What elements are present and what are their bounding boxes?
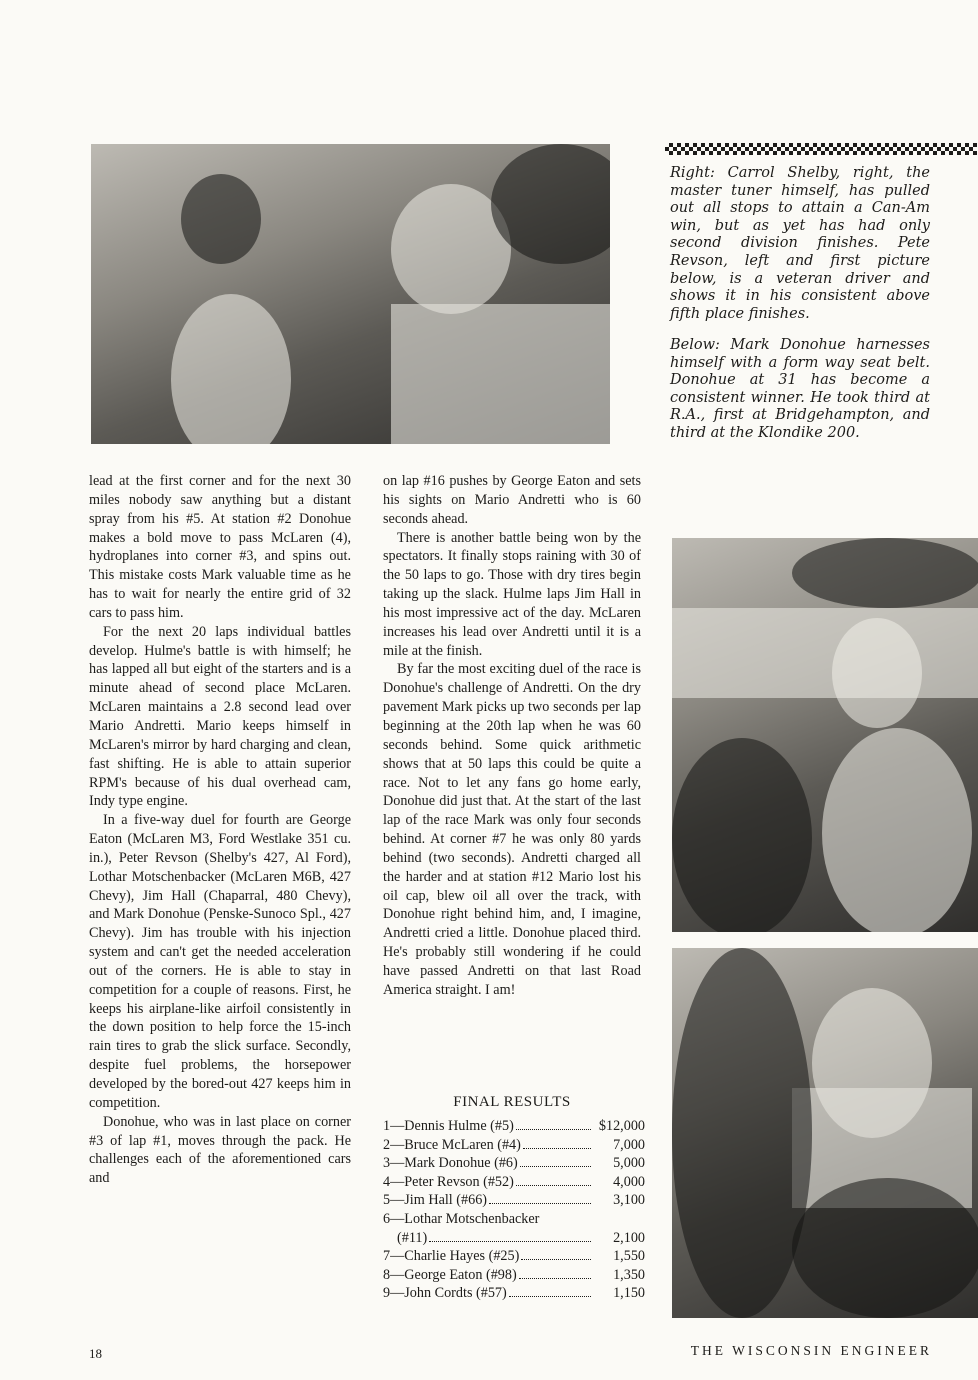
paragraph: lead at the first corner and for the next 30 miles nobody saw anything but a distant spray from his #5. At station #2 Donohue makes a bold move to pass McLaren (4), hydroplanes into corner #3, and spins out. This mistake costs Mark valuable time as he has to wait for nearly the entire grid of 32 cars to pass him. — [89, 473, 351, 621]
result-name: 7—Charlie Hayes (#25) — [383, 1248, 520, 1265]
result-amount: 5,000 — [613, 1155, 645, 1172]
results-row — [383, 1154, 645, 1173]
checkered-divider — [665, 143, 977, 155]
result-amount: 1,150 — [613, 1285, 645, 1302]
page-number: 18 — [89, 1346, 102, 1361]
results-row — [383, 1191, 645, 1210]
result-name: 9—John Cordts (#57) — [383, 1285, 507, 1302]
paragraph: on lap #16 pushes by George Eaton and sets his sights on Mario Andretti who is 60 seconds ahead. — [383, 473, 641, 527]
leader-dots — [489, 1203, 591, 1204]
result-amount: 1,550 — [613, 1248, 645, 1265]
publication-footer: THE WISCONSIN ENGINEER — [690, 1343, 932, 1358]
result-amount: 1,350 — [613, 1266, 645, 1283]
paragraph: There is another battle being won by the spectators. It finally stops raining with 30 of the 50 laps to go. Those with dry tires begin taking up the slack. Hulme laps Jim Hall in his most impressive act of the day. McLaren increases his lead over Andretti until it is a mile at the finish. — [383, 529, 641, 659]
results-table — [383, 1117, 645, 1303]
result-name: 6—Lothar Motschenbacker — [383, 1210, 540, 1227]
result-amount: 4,000 — [613, 1173, 645, 1190]
leader-dots — [516, 1185, 591, 1186]
leader-dots — [521, 1259, 591, 1260]
leader-dots — [516, 1129, 591, 1130]
photo-shelby-revson — [91, 144, 610, 444]
paragraph: In a five-way duel for fourth are George Eaton (McLaren M3, Ford Westlake 351 cu. in.), Peter Revson (Shelby's 427, Al Ford), Lothar Motschenbacker (McLaren M6B, 427 Chevy), Jim Hall (Chaparral, 480 Chevy), and Mark Donohue (Penske-Sunoco Spl., 427 Chevy). Jim has trouble with his injection system and can't get the needed acceleration out of the corners. He is able to stay in competition for a couple of reasons. First, he keeps his airplane-like airfoil consistently in the down position to help force the 15-inch rain tires to grab the slick surface. Secondly, despite fuel problems, the horsepower developed by the bored-out 427 keeps him in competition. — [89, 812, 351, 1111]
results-row — [383, 1210, 645, 1229]
result-amount: $12,000 — [598, 1118, 645, 1134]
results-title: FINAL RESULTS — [453, 1094, 571, 1110]
leader-dots — [519, 1278, 591, 1279]
result-amount: 7,000 — [613, 1136, 645, 1153]
caption-right: Right: Carrol Shelby, right, the master tuner himself, has pulled out all stops to attain a Can-Am win, but as yet has had only second division finishes. Pete Revson, left and first picture below, is a veteran driver and shows it in his consistent above fifth place finishes. — [670, 165, 930, 322]
results-row — [383, 1229, 645, 1248]
article-column-2 — [383, 472, 641, 1000]
leader-dots — [523, 1148, 591, 1149]
results-row — [383, 1284, 645, 1303]
leader-dots — [520, 1166, 591, 1167]
result-amount: 2,100 — [613, 1229, 645, 1246]
results-row — [383, 1136, 645, 1155]
results-row — [383, 1247, 645, 1266]
result-name: 4—Peter Revson (#52) — [383, 1173, 514, 1190]
result-name: 3—Mark Donohue (#6) — [383, 1155, 518, 1172]
result-name: 2—Bruce McLaren (#4) — [383, 1136, 521, 1153]
caption-below: Below: Mark Donohue harnesses himself with a form way seat belt. Donohue at 31 has become a consistent winner. He took third at R.A., first at Bridgehampton, and third at the Klondike 200. — [670, 337, 930, 441]
results-row — [383, 1173, 645, 1192]
paragraph: Donohue, who was in last place on corner #3 of lap #1, moves through the pack. He challenges each of the aforementioned cars and — [89, 1113, 351, 1187]
photo-revson — [672, 538, 978, 932]
result-name: 5—Jim Hall (#66) — [383, 1192, 488, 1209]
results-row — [383, 1266, 645, 1285]
results-row — [383, 1117, 645, 1136]
photo-donohue — [672, 948, 978, 1318]
article-column-1 — [89, 472, 351, 1188]
result-name: 1—Dennis Hulme (#5) — [383, 1118, 514, 1134]
result-name: (#11) — [397, 1229, 428, 1246]
result-amount: 3,100 — [613, 1192, 645, 1209]
leader-dots — [429, 1241, 591, 1242]
leader-dots — [509, 1296, 591, 1297]
paragraph: For the next 20 laps individual battles develop. Hulme's battle is with himself; he has lapped all but eight of the starters and is a minute ahead of second place McLaren. McLaren maintains a 2.8 second lead over Mario Andretti. Mario keeps himself in McLaren's mirror by hard charging and clean, fast shifting. He is able to attain superior RPM's because of his dual overhead cam, Indy type engine. — [89, 623, 351, 810]
result-name: 8—George Eaton (#98) — [383, 1266, 517, 1283]
paragraph: By far the most exciting duel of the race is Donohue's challenge of Andretti. On the dry pavement Mark picks up two seconds per lap beginning at the 20th lap when he was 60 seconds behind. Some quick arithmetic shows that at 50 laps this could be quite a race. Not to let any fans go home early, Donohue did just that. At the start of the last lap of the race Mark was only four seconds behind. At corner #7 he was only 80 yards behind (two seconds). Andretti charged all the harder and at station #12 Mario lost his oil cap, blew oil all over the track, with Donohue right behind him, and, I imagine, Andretti cried a little. Donohue placed third. He's probably still wondering if he could have passed Andretti on that last Road America straight. I am! — [383, 661, 641, 998]
